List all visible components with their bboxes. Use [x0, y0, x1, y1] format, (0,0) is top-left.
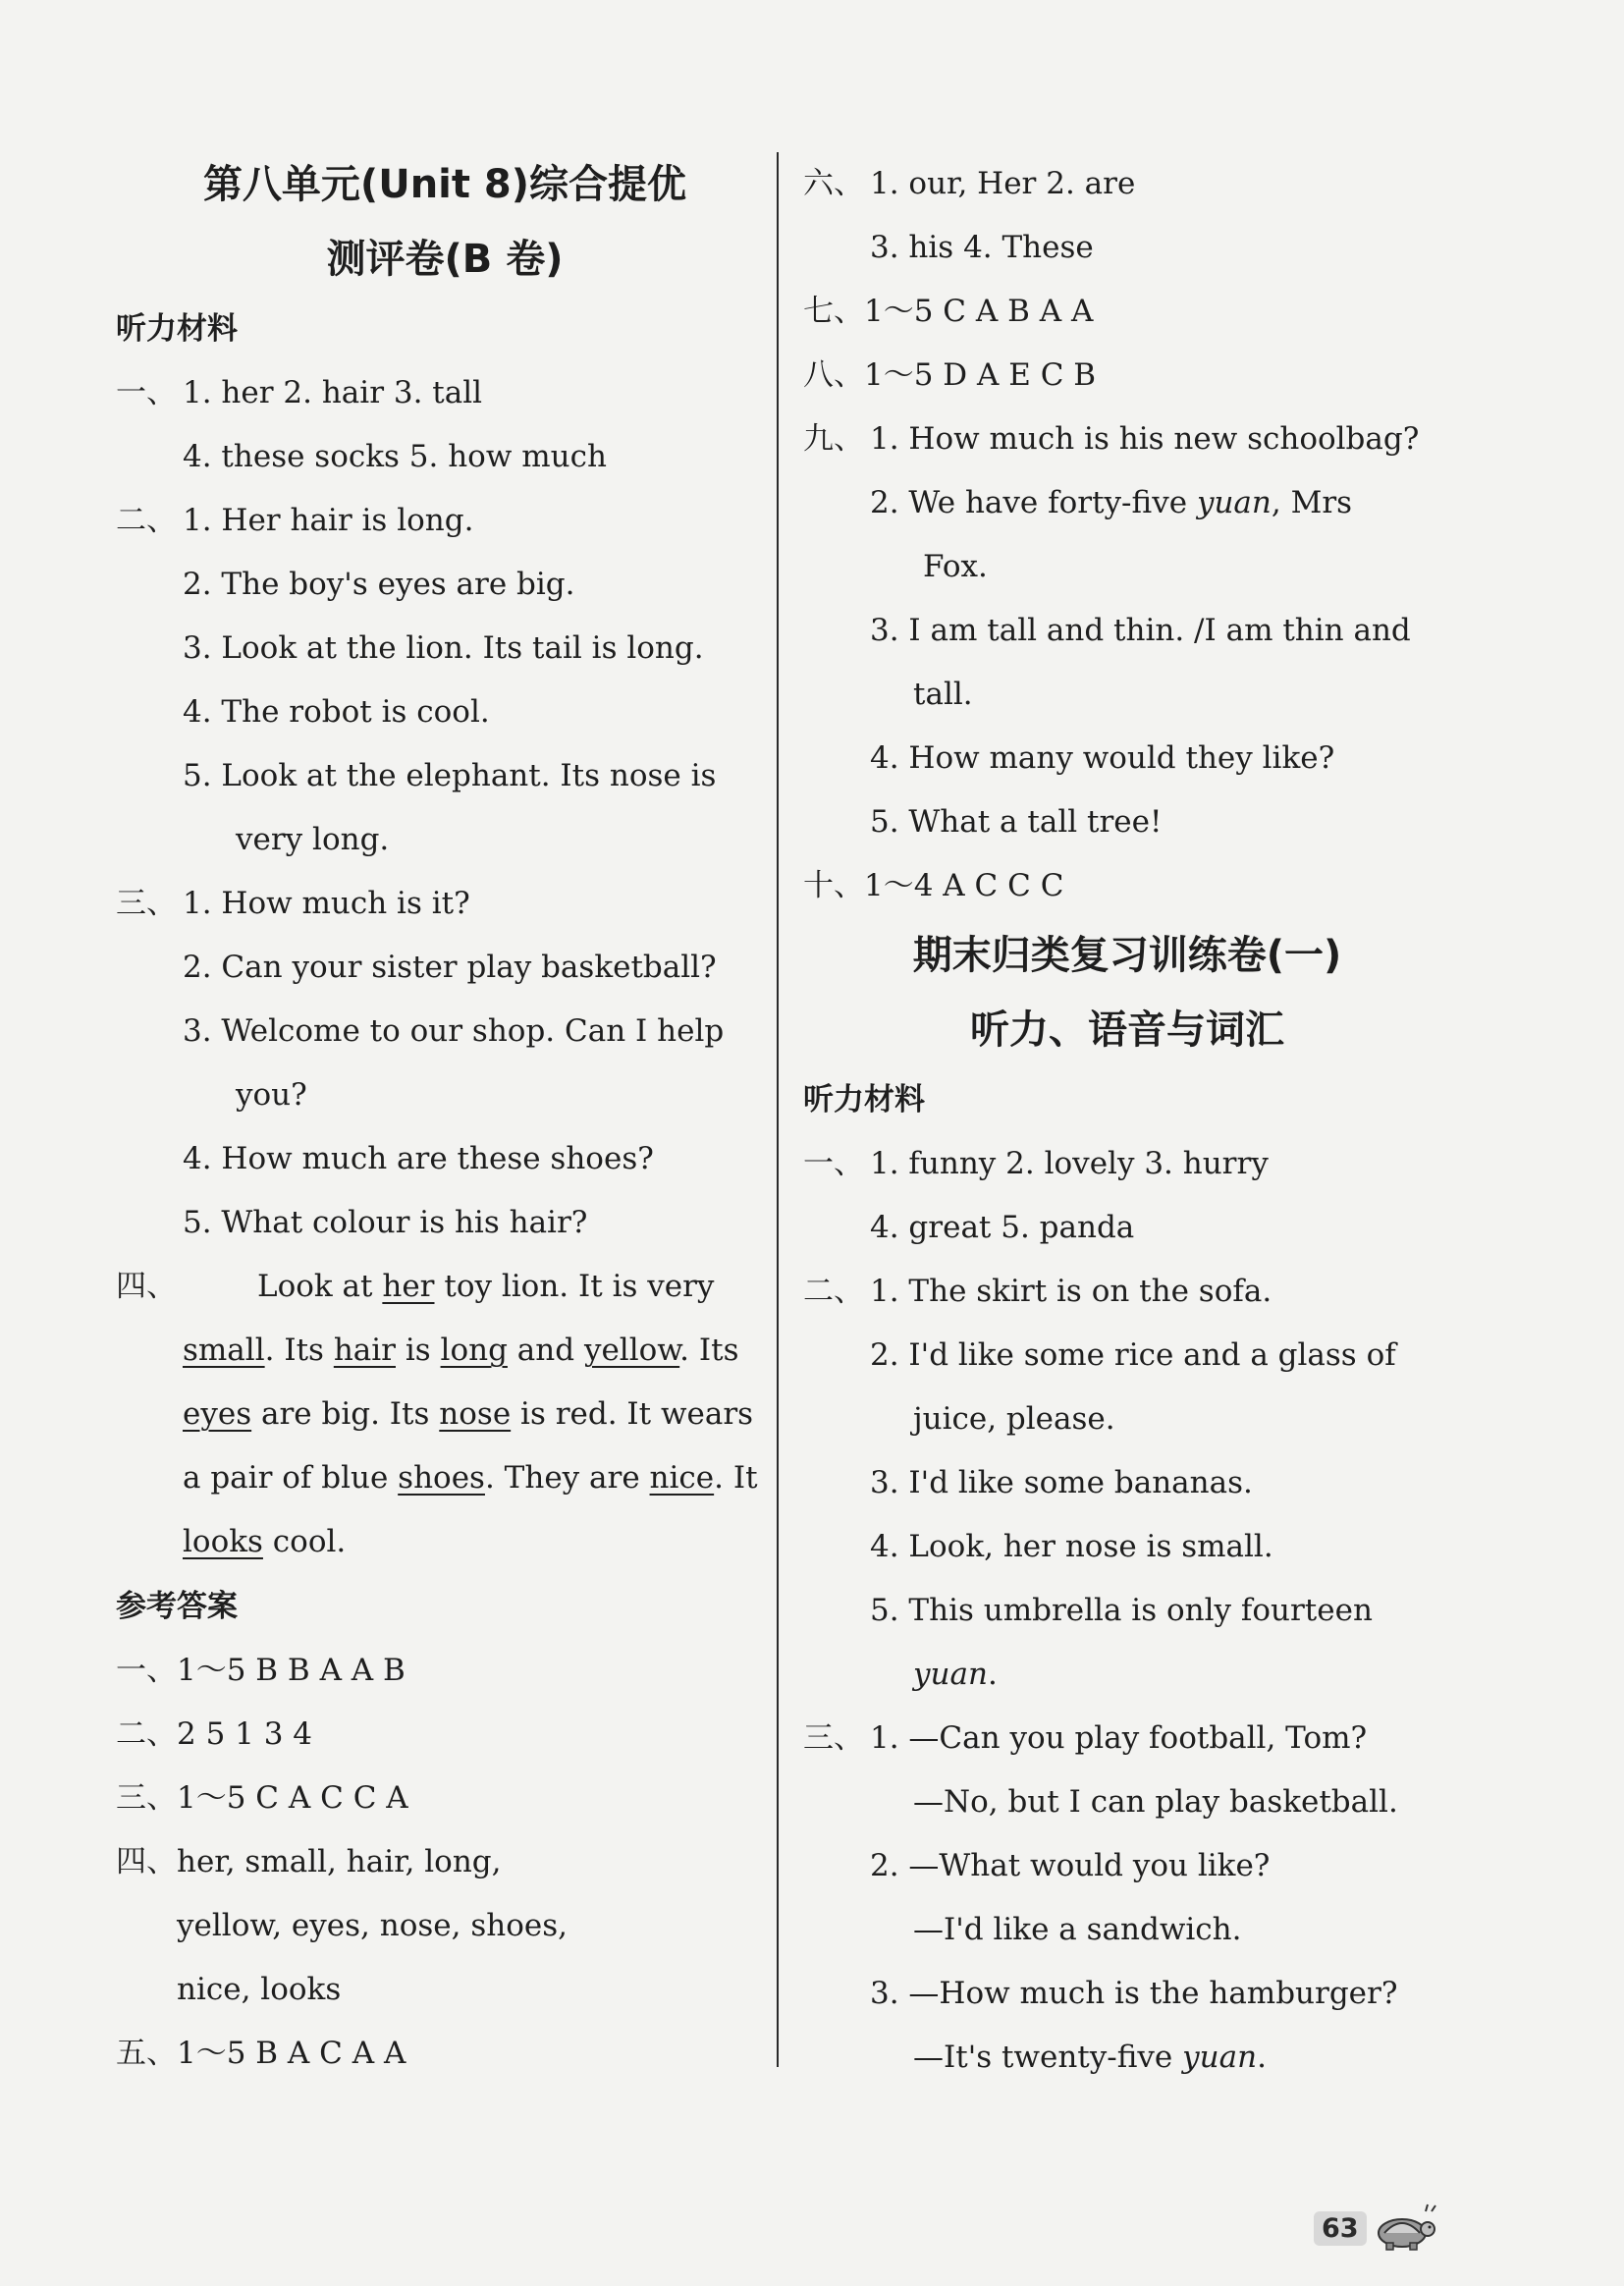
section-label: 四、 [116, 1269, 177, 1304]
item-text: 1. How much is it? [183, 886, 470, 921]
section-label: 二、 [116, 503, 177, 538]
right-listening-heading: 听力材料 [803, 1082, 925, 1117]
answer-her: her [382, 1269, 435, 1304]
r-section-2-item: 3. I'd like some bananas. [870, 1465, 1253, 1500]
section-4-line3 [116, 1383, 774, 1446]
answer-small: small [183, 1333, 265, 1368]
r-section-3-item [803, 1707, 1451, 1770]
answers-heading: 参考答案 [116, 1589, 238, 1624]
section-3-item: 5. What colour is his hair? [183, 1205, 588, 1240]
section-4-line4 [116, 1446, 774, 1510]
answer-line: 二、2 5 1 3 4 [116, 1716, 313, 1752]
section-text: 1. funny 2. lovely 3. hurry [870, 1146, 1269, 1181]
section-label: 六、 [803, 166, 864, 201]
item-text: —It's twenty-five [913, 2040, 1173, 2075]
section-3-item [116, 872, 774, 936]
section-2-item [116, 489, 774, 553]
r-section-3-item: 3. —How much is the hamburger? [870, 1976, 1398, 2011]
r-section-2-item [803, 1260, 1451, 1324]
answer-nice: nice [649, 1460, 715, 1496]
answer-line: 四、her, small, hair, long, [116, 1844, 502, 1879]
answer-line: 三、1～5 C A C C A [116, 1780, 408, 1816]
right-title-line1: 期末归类复习训练卷(一) [912, 933, 1342, 978]
section-7: 七、1～5 C A B A A [803, 294, 1094, 329]
section-2-item: 4. The robot is cool. [183, 694, 490, 730]
section-9-item-cont: tall. [913, 677, 973, 712]
yuan-text: yuan [1196, 485, 1272, 520]
section-1-line2: 4. these socks 5. how much [183, 439, 607, 474]
turtle-icon [1371, 2204, 1439, 2253]
yuan-text: yuan [913, 1657, 988, 1692]
left-listening-heading: 听力材料 [116, 311, 238, 347]
passage-text: is [405, 1333, 431, 1368]
item-text: . [987, 1657, 998, 1692]
passage-text: . It [714, 1460, 758, 1496]
passage-text: . They are [484, 1460, 640, 1496]
section-4-line1 [116, 1255, 774, 1319]
item-text: . [1257, 2040, 1267, 2075]
r-section-1-line1 [803, 1132, 1451, 1196]
answer-shoes: shoes [398, 1460, 485, 1496]
section-8: 八、1～5 D A E C B [803, 357, 1097, 393]
answer-looks: looks [183, 1524, 263, 1559]
section-3-item: 3. Welcome to our shop. Can I help [183, 1013, 725, 1049]
passage-text: Look at [257, 1269, 373, 1304]
answer-nose: nose [439, 1396, 512, 1432]
passage-text: a pair of blue [183, 1460, 389, 1496]
section-label: 三、 [116, 886, 177, 921]
left-title-line2: 测评卷(B 卷) [326, 237, 564, 282]
r-section-2-item: 2. I'd like some rice and a glass of [870, 1337, 1396, 1373]
r-section-2-item-cont [803, 1643, 1451, 1707]
r-section-3-item: 2. —What would you like? [870, 1848, 1271, 1883]
answer-long: long [440, 1333, 508, 1368]
page-number-badge [1304, 2196, 1451, 2264]
section-2-item: 3. Look at the lion. Its tail is long. [183, 630, 704, 666]
item-text: 1. Her hair is long. [183, 503, 474, 538]
right-column [803, 152, 1451, 2090]
section-label: 二、 [803, 1274, 864, 1309]
section-3-item: 2. Can your sister play basketball? [183, 950, 717, 985]
section-6-line2: 3. his 4. These [870, 230, 1094, 265]
section-2-item: 5. Look at the elephant. Its nose is [183, 758, 717, 793]
item-text: , Mrs [1271, 485, 1353, 520]
r-section-2-item: 5. This umbrella is only fourteen [870, 1593, 1373, 1628]
page-number: 63 [1314, 2211, 1367, 2246]
answer-line: yellow, eyes, nose, shoes, [177, 1908, 568, 1943]
right-title-line2: 听力、语音与词汇 [970, 1007, 1284, 1053]
section-label: 九、 [803, 421, 864, 457]
answer-hair: hair [333, 1333, 396, 1368]
passage-text: . Its [679, 1333, 739, 1368]
section-9-item [803, 471, 1451, 535]
passage-text: . Its [264, 1333, 324, 1368]
answer-eyes: eyes [183, 1396, 252, 1432]
r-section-2-item: 4. Look, her nose is small. [870, 1529, 1273, 1564]
column-divider [777, 152, 779, 2067]
r-section-3-item-cont [803, 2026, 1451, 2090]
section-10: 十、1～4 A C C C [803, 868, 1064, 903]
yuan-text: yuan [1182, 2040, 1258, 2075]
section-9-item: 3. I am tall and thin. /I am thin and [870, 613, 1411, 648]
section-9-item: 5. What a tall tree! [870, 804, 1163, 840]
section-label: 一、 [116, 375, 177, 410]
answer-line: 一、1～5 B B A A B [116, 1653, 406, 1688]
section-2-item-cont: very long. [236, 822, 390, 857]
r-section-3-item-cont: —I'd like a sandwich. [913, 1912, 1242, 1947]
section-9-item: 4. How many would they like? [870, 740, 1335, 776]
r-section-3-item-cont: —No, but I can play basketball. [913, 1784, 1398, 1820]
section-4-line5 [116, 1510, 774, 1574]
section-4-line2 [116, 1319, 774, 1383]
passage-text: toy lion. It is very [444, 1269, 715, 1304]
section-label: 三、 [803, 1720, 864, 1756]
section-text: 1. our, Her 2. are [870, 166, 1136, 201]
passage-text: are big. Its [260, 1396, 430, 1432]
item-text: 1. —Can you play football, Tom? [870, 1720, 1368, 1756]
answer-line: nice, looks [177, 1972, 342, 2007]
item-text: 1. The skirt is on the sofa. [870, 1274, 1272, 1309]
section-2-item: 2. The boy's eyes are big. [183, 567, 575, 602]
answer-yellow: yellow [583, 1333, 680, 1368]
section-9-item [803, 408, 1451, 471]
section-text: 1. her 2. hair 3. tall [183, 375, 483, 410]
passage-text: and [516, 1333, 575, 1368]
section-3-item-cont: you? [236, 1077, 307, 1113]
section-9-item-cont: Fox. [923, 549, 988, 584]
left-title-line1: 第八单元(Unit 8)综合提优 [202, 162, 687, 207]
section-1-line1 [116, 361, 774, 425]
answer-line: 五、1～5 B A C A A [116, 2036, 406, 2071]
r-section-2-item-cont: juice, please. [913, 1401, 1115, 1437]
passage-text: is red. It wears [520, 1396, 754, 1432]
left-column [116, 147, 774, 2086]
section-3-item: 4. How much are these shoes? [183, 1141, 654, 1176]
passage-text: cool. [272, 1524, 347, 1559]
item-text: 2. We have forty-five [870, 485, 1188, 520]
r-section-1-line2: 4. great 5. panda [870, 1210, 1135, 1245]
section-label: 一、 [803, 1146, 864, 1181]
item-text: 1. How much is his new schoolbag? [870, 421, 1420, 457]
section-6-line1 [803, 152, 1451, 216]
